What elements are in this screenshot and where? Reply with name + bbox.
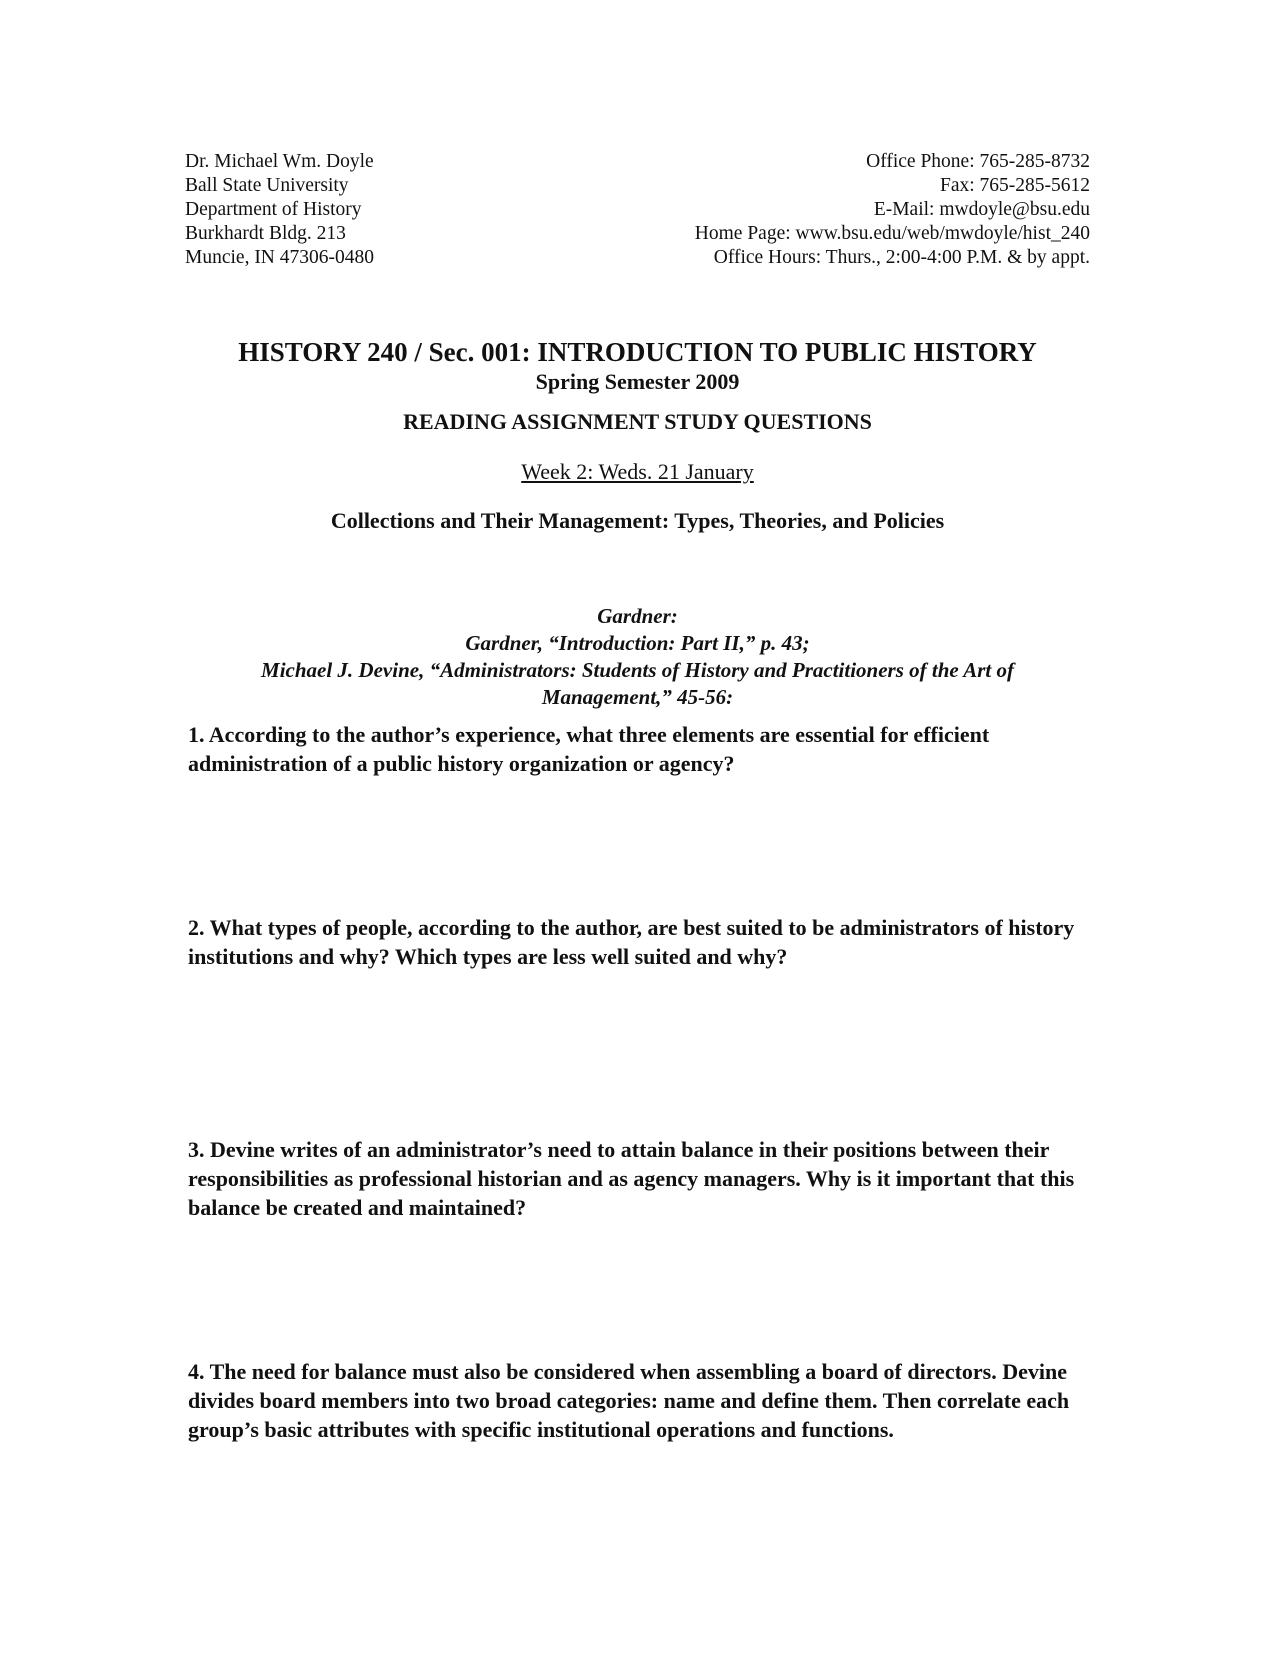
office-phone: Office Phone: 765-285-8732 xyxy=(866,151,1090,172)
week-heading xyxy=(185,459,1090,485)
university-name: Ball State University xyxy=(185,175,349,196)
reading-source-label: Gardner: xyxy=(597,604,678,628)
week-label: Week 2: Weds. 21 January xyxy=(521,459,754,484)
office-contact-block xyxy=(530,150,1090,270)
home-page-url: Home Page: www.bsu.edu/web/mwdoyle/hist_240 xyxy=(694,223,1090,244)
topic-heading: Collections and Their Management: Types, Theories, and Policies xyxy=(330,508,945,533)
reading-citation-2-cont: Management,” 45-56: xyxy=(541,685,734,709)
study-question-2: 2. What types of people, according to the author, are best suited to be administrators of history institutions and why? Which types are less well suited and why? xyxy=(188,915,1075,969)
reading-citation-1: Gardner, “Introduction: Part II,” p. 43; xyxy=(465,631,810,655)
instructor-name: Dr. Michael Wm. Doyle xyxy=(185,151,374,172)
fax-number: Fax: 765-285-5612 xyxy=(939,175,1090,196)
city-state-zip: Muncie, IN 47306-0480 xyxy=(185,247,375,268)
reading-citation-block xyxy=(185,603,1090,711)
study-question-1: 1. According to the author’s experience, what three elements are essential for efficient administration of a public history organization or agency? xyxy=(188,722,990,776)
reading-citation-2: Michael J. Devine, “Administrators: Students of History and Practitioners of the Art of xyxy=(261,658,1014,682)
study-question-4: 4. The need for balance must also be considered when assembling a board of directors. Devine divides board members into two broad categories: name and define them. Then correlate each group’s basic attributes with specific institutional operations and functions. xyxy=(188,1359,1070,1442)
course-title: HISTORY 240 / Sec. 001: INTRODUCTION TO PUBLIC HISTORY xyxy=(238,337,1037,367)
office-building: Burkhardt Bldg. 213 xyxy=(185,223,346,244)
assignment-heading: READING ASSIGNMENT STUDY QUESTIONS xyxy=(403,409,872,434)
department-name: Department of History xyxy=(185,199,362,220)
semester-label: Spring Semester 2009 xyxy=(535,369,740,394)
office-hours: Office Hours: Thurs., 2:00-4:00 P.M. & by appt. xyxy=(713,247,1090,268)
study-question-3: 3. Devine writes of an administrator’s need to attain balance in their positions between their responsibilities as professional historian and as agency managers. Why is it important that this balance be created and maintained? xyxy=(188,1137,1075,1220)
email-address: E-Mail: mwdoyle@bsu.edu xyxy=(873,199,1090,220)
